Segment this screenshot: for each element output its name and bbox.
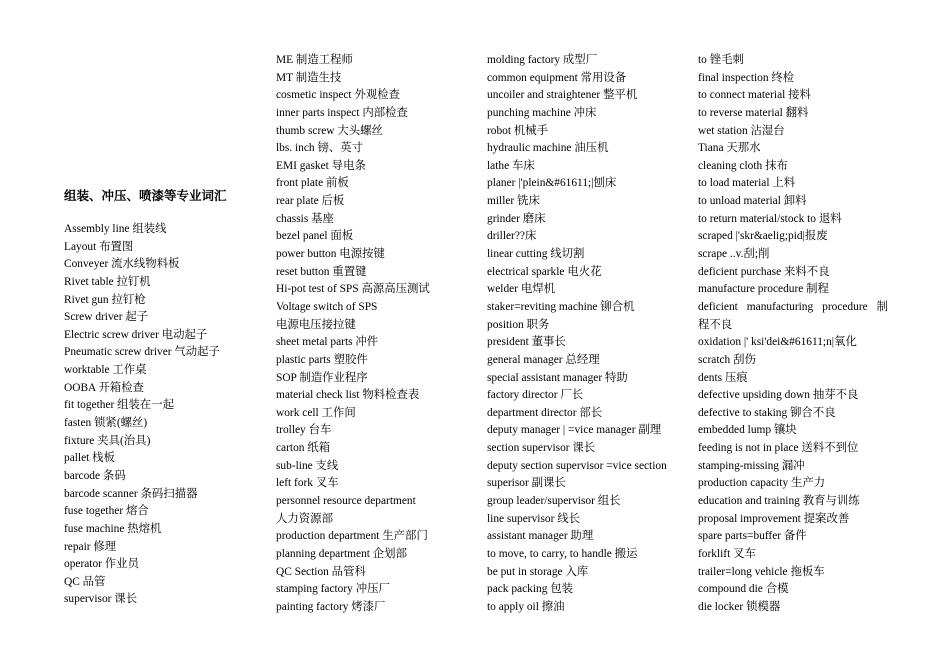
glossary-list [698,52,888,617]
glossary-entry: die locker 锁模器 [698,600,781,613]
glossary-entry: deputy section supervisor =vice section [487,459,667,472]
glossary-entry: position 职务 [487,318,550,331]
glossary-entry: front plate 前板 [276,177,349,190]
glossary-entry: molding factory 成型厂 [487,54,598,66]
glossary-entry: special assistant manager 特助 [487,371,628,384]
glossary-list [487,52,667,617]
glossary-entry: driller??床 [487,230,537,243]
glossary-entry: bezel panel 面板 [276,230,354,243]
glossary-entry: fit together 组装在一起 [64,399,175,412]
glossary-entry: Screw driver 起子 [64,311,149,324]
glossary-entry: Conveyer 流水线物料板 [64,258,180,271]
glossary-entry: Pneumatic screw driver 气动起子 [64,346,220,359]
glossary-entry: education and training 教育与训练 [698,495,860,508]
glossary-entry: Voltage switch of SPS [276,300,378,313]
glossary-entry: to load material 上料 [698,177,796,190]
glossary-entry: plastic parts 塑胶件 [276,353,368,366]
glossary-entry: trolley 台车 [276,424,332,437]
glossary-entry: spare parts=buffer 备件 [698,530,807,543]
glossary-entry: fasten 锁紧(螺丝) [64,417,148,430]
glossary-entry: deficient purchase 来料不良 [698,265,830,278]
glossary-entry: dents 压痕 [698,371,748,384]
column-2 [276,52,430,617]
glossary-entry: fuse machine 热熔机 [64,522,162,535]
glossary-entry: oxidation |' ksi'dei&#61611;n|氧化 [698,336,857,349]
glossary-entry: to 锉毛刺 [698,54,744,66]
glossary-entry: sheet metal parts 冲件 [276,336,379,349]
glossary-entry: compound die 合模 [698,583,789,596]
glossary-entry: deficient manufacturing procedure 制 [698,300,888,313]
glossary-entry: Rivet table 拉钉机 [64,275,151,288]
glossary-entry: president 董事长 [487,336,566,349]
glossary-entry: stamping-missing 漏冲 [698,459,805,472]
glossary-entry: pack packing 包装 [487,583,574,596]
glossary-entry: Layout 布置图 [64,240,134,253]
glossary-entry: planer |'plein&#61611;|刨床 [487,177,617,190]
glossary-entry: cleaning cloth 抹布 [698,159,788,172]
glossary-entry: superisor 副课长 [487,477,566,490]
glossary-entry: to apply oil 擦油 [487,600,565,613]
glossary-entry: to return material/stock to 退料 [698,212,842,225]
glossary-entry: ME 制造工程师 [276,54,353,66]
glossary-entry: electrical sparkle 电火花 [487,265,602,278]
glossary-entry: OOBA 开箱检查 [64,381,145,394]
glossary-entry: scratch 刮伤 [698,353,756,366]
glossary-entry: staker=reviting machine 铆合机 [487,300,635,313]
glossary-entry: assistant manager 助理 [487,530,594,543]
glossary-entry: thumb screw 大头螺丝 [276,124,383,137]
glossary-entry: line supervisor 线长 [487,512,581,525]
glossary-entry: production capacity 生产力 [698,477,826,490]
column-4 [698,52,888,617]
glossary-entry: Rivet gun 拉钉枪 [64,293,146,306]
glossary-entry: to unload material 卸料 [698,195,807,208]
glossary-entry: personnel resource department [276,495,416,508]
glossary-entry: feeding is not in place 送料不到位 [698,442,859,455]
glossary-entry: factory director 厂长 [487,389,584,402]
glossary-entry: defective upsiding down 抽芽不良 [698,389,859,402]
glossary-entry: defective to staking 铆合不良 [698,406,836,419]
glossary-entry: Hi-pot test of SPS 高源高压测试 [276,283,430,296]
glossary-entry: operator 作业员 [64,558,139,571]
glossary-entry: group leader/supervisor 组长 [487,495,621,508]
glossary-entry: general manager 总经理 [487,353,600,366]
glossary-entry: rear plate 后板 [276,195,345,208]
glossary-entry: barcode scanner 条码扫描器 [64,487,198,500]
glossary-entry: miller 铣床 [487,195,540,208]
glossary-entry: department director 部长 [487,406,603,419]
glossary-entry: barcode 条码 [64,469,126,482]
glossary-entry: pallet 栈板 [64,452,115,465]
glossary-entry: Electric screw driver 电动起子 [64,328,208,341]
glossary-entry: fuse together 熔合 [64,505,149,518]
glossary-entry: Tiana 天那水 [698,142,761,155]
glossary-list [276,52,430,617]
glossary-entry: to connect material 接料 [698,89,811,102]
glossary-list [64,221,227,609]
glossary-entry: proposal improvement 提案改善 [698,512,850,525]
glossary-entry: carton 纸箱 [276,442,331,455]
glossary-entry: QC 品管 [64,575,106,588]
glossary-entry: to reverse material 翻料 [698,106,809,119]
glossary-entry: wet station 沾湿台 [698,124,785,137]
glossary-entry: cosmetic inspect 外观检查 [276,89,401,102]
column-3 [487,52,667,617]
glossary-entry: lbs. inch 镑、英寸 [276,142,364,155]
glossary-entry: welder 电焊机 [487,283,556,296]
glossary-entry: common equipment 常用设备 [487,71,627,84]
glossary-entry: deputy manager | =vice manager 副理 [487,424,662,437]
glossary-entry: painting factory 烤漆厂 [276,600,386,613]
glossary-entry: trailer=long vehicle 拖板车 [698,565,825,578]
glossary-entry: repair 修理 [64,540,117,553]
spacer [64,211,227,221]
glossary-entry: supervisor 课长 [64,593,138,606]
glossary-entry: production department 生产部门 [276,530,428,543]
glossary-entry: power button 电源按键 [276,248,385,261]
glossary-entry: punching machine 冲床 [487,106,597,119]
glossary-entry: MT 制造生技 [276,71,342,84]
glossary-entry: chassis 基座 [276,212,334,225]
glossary-entry: worktable 工作桌 [64,364,147,377]
glossary-entry: section supervisor 课长 [487,442,596,455]
glossary-entry: lathe 车床 [487,159,535,172]
glossary-entry: reset button 重置键 [276,265,367,278]
glossary-entry: inner parts inspect 内部检查 [276,106,408,119]
glossary-entry: grinder 磨床 [487,212,546,225]
glossary-entry: uncoiler and straightener 整平机 [487,89,638,102]
glossary-entry: fixture 夹具(治具) [64,434,151,447]
glossary-entry: linear cutting 线切割 [487,248,585,261]
glossary-entry: final inspection 终检 [698,71,795,84]
glossary-entry: 电源电压接拉键 [276,318,356,331]
glossary-entry: robot 机械手 [487,124,549,137]
glossary-entry: left fork 叉车 [276,477,339,490]
glossary-entry: sub-line 支线 [276,459,339,472]
glossary-entry: manufacture procedure 制程 [698,283,829,296]
glossary-entry: 人力资源部 [276,512,333,525]
glossary-entry: work cell 工作间 [276,406,356,419]
glossary-entry: EMI gasket 导电条 [276,159,366,172]
section-heading: 组装、冲压、喷漆等专业词汇 [64,189,227,203]
glossary-entry: hydraulic machine 油压机 [487,142,609,155]
glossary-entry: be put in storage 入库 [487,565,589,578]
glossary-entry: scraped |'skr&aelig;pid|报废 [698,230,828,243]
glossary-entry: to move, to carry, to handle 搬运 [487,547,638,560]
glossary-entry: SOP 制造作业程序 [276,371,368,384]
glossary-entry: planning department 企划部 [276,547,407,560]
glossary-entry: stamping factory 冲压厂 [276,583,390,596]
glossary-entry: QC Section 品管科 [276,565,366,578]
glossary-entry: forklift 叉车 [698,547,756,560]
glossary-entry: scrape ..v.刮;削 [698,248,770,261]
column-1 [64,185,227,609]
glossary-entry: 程不良 [698,318,733,331]
glossary-entry: material check list 物料检查表 [276,389,420,402]
glossary-entry: Assembly line 组装线 [64,223,167,235]
glossary-entry: embedded lump 镶块 [698,424,797,437]
